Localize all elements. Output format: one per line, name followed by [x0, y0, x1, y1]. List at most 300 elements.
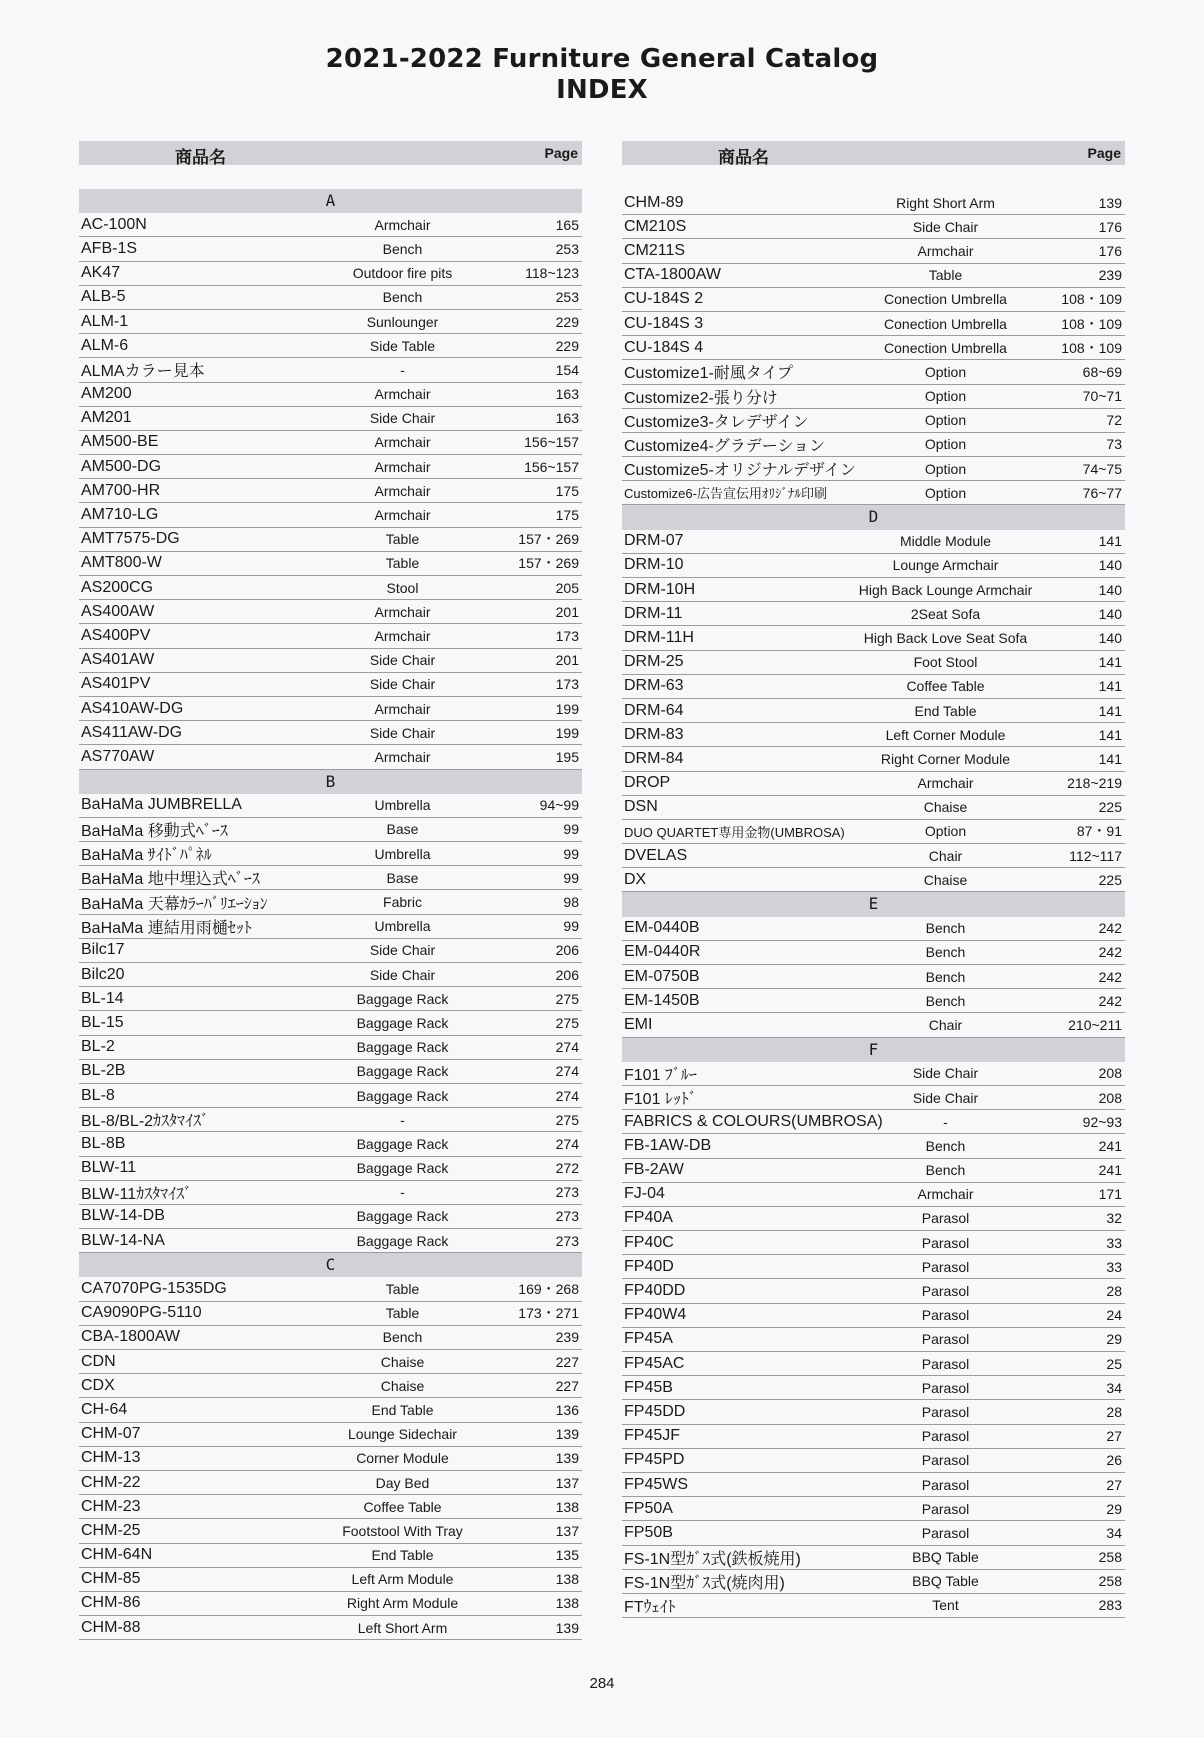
- index-row: [79, 987, 582, 1011]
- page-ref: 208: [1098, 1065, 1122, 1082]
- product-category: Bench: [382, 240, 423, 257]
- product-name: DRM-10H: [624, 580, 696, 598]
- page-ref: 139: [1098, 194, 1122, 211]
- product-name: Customize4-グラデーション: [624, 437, 826, 455]
- product-name: CHM-13: [81, 1449, 141, 1467]
- page-ref: 229: [555, 337, 579, 354]
- product-category: -: [400, 1184, 405, 1201]
- index-row: [622, 941, 1125, 965]
- index-row: [622, 1449, 1125, 1473]
- index-row: [79, 673, 582, 697]
- product-category: Baggage Rack: [356, 1087, 449, 1104]
- index-row: [79, 1350, 582, 1374]
- page-ref: 242: [1098, 920, 1122, 937]
- index-row: [622, 1546, 1125, 1570]
- page-ref: 283: [1098, 1597, 1122, 1614]
- product-name: FP40C: [624, 1233, 674, 1251]
- product-category: Parasol: [921, 1355, 970, 1372]
- index-row: [79, 455, 582, 479]
- product-name: BaHaMa 連結用雨樋ｾｯﾄ: [81, 919, 252, 937]
- index-row: [622, 747, 1125, 771]
- product-name: F101 ﾌﾞﾙｰ: [624, 1066, 697, 1084]
- page-ref: 157・269: [518, 531, 579, 548]
- index-row: [79, 915, 582, 939]
- product-name: AM201: [81, 409, 132, 427]
- page-ref: 108・109: [1061, 315, 1122, 332]
- product-category: Table: [385, 1281, 420, 1298]
- index-row: [79, 939, 582, 963]
- product-name: CM210S: [624, 217, 687, 235]
- section-header: B: [79, 770, 582, 794]
- product-name: AK47: [81, 264, 121, 282]
- page-ref: 242: [1098, 992, 1122, 1009]
- column-header-page: Page: [544, 145, 578, 161]
- index-row: [622, 1255, 1125, 1279]
- page-ref: 27: [1106, 1476, 1122, 1493]
- product-name: Customize2-張り分け: [624, 389, 778, 407]
- index-row: [622, 264, 1125, 288]
- product-name: EMI: [624, 1015, 653, 1033]
- product-name: AFB-1S: [81, 239, 138, 257]
- index-row: [622, 1134, 1125, 1158]
- product-name: Bilc17: [81, 941, 125, 959]
- product-name: FB-1AW-DB: [624, 1136, 712, 1154]
- product-category: Bench: [925, 944, 966, 961]
- product-category: Side Chair: [369, 942, 436, 959]
- product-name: BL-8B: [81, 1134, 126, 1152]
- page-ref: 210~211: [1068, 1016, 1122, 1033]
- index-row: [79, 794, 582, 818]
- index-row: [79, 1471, 582, 1495]
- product-name: CHM-22: [81, 1473, 141, 1491]
- index-row: [622, 626, 1125, 650]
- index-row: [79, 818, 582, 842]
- index-row: [79, 963, 582, 987]
- page-ref: 33: [1106, 1258, 1122, 1275]
- product-name: AS401AW: [81, 651, 155, 669]
- page-ref: 165: [555, 216, 579, 233]
- index-row: [622, 554, 1125, 578]
- product-category: Chair: [928, 847, 963, 864]
- product-category: Option: [924, 388, 967, 405]
- product-category: Armchair: [374, 216, 431, 233]
- index-row: [79, 1616, 582, 1640]
- product-category: Parasol: [921, 1379, 970, 1396]
- product-category: Side Chair: [369, 652, 436, 669]
- page-ref: 225: [1098, 799, 1122, 816]
- page-ref: 272: [555, 1160, 579, 1177]
- product-category: Option: [924, 823, 967, 840]
- product-name: BaHaMa JUMBRELLA: [81, 796, 242, 814]
- product-category: Chaise: [923, 799, 968, 816]
- product-name: Bilc20: [81, 965, 125, 983]
- page-ref: 137: [555, 1522, 579, 1539]
- page-ref: 275: [555, 1111, 579, 1128]
- index-row: [79, 1568, 582, 1592]
- product-name: CH-64: [81, 1400, 128, 1418]
- index-row: [622, 1594, 1125, 1618]
- index-row: [622, 481, 1125, 505]
- product-name: EM-0440R: [624, 943, 701, 961]
- page-ref: 141: [1098, 726, 1122, 743]
- product-name: DRM-63: [624, 677, 684, 695]
- index-row: [622, 651, 1125, 675]
- product-name: CA9090PG-5110: [81, 1304, 202, 1322]
- product-category: Option: [924, 460, 967, 477]
- product-name: CU-184S 4: [624, 338, 704, 356]
- page-ref: 163: [555, 386, 579, 403]
- index-row: [622, 336, 1125, 360]
- product-name: FP45DD: [624, 1402, 686, 1420]
- product-category: Side Chair: [369, 724, 436, 741]
- product-name: CHM-23: [81, 1497, 141, 1515]
- page-ref: 29: [1106, 1331, 1122, 1348]
- product-category: Baggage Rack: [356, 1063, 449, 1080]
- page-ref: 137: [555, 1474, 579, 1491]
- page-ref: 73: [1106, 436, 1122, 453]
- product-name: AS400AW: [81, 602, 155, 620]
- product-category: End Table: [371, 1401, 434, 1418]
- product-name: CU-184S 2: [624, 290, 704, 308]
- index-row: [622, 239, 1125, 263]
- page-ref: 274: [555, 1039, 579, 1056]
- product-name: DROP: [624, 774, 671, 792]
- product-category: Option: [924, 436, 967, 453]
- index-row: [622, 385, 1125, 409]
- title-line-1: 2021-2022 Furniture General Catalog: [325, 44, 879, 74]
- product-category: Bench: [382, 1329, 423, 1346]
- product-category: Middle Module: [899, 533, 992, 550]
- product-category: Left Short Arm: [357, 1619, 448, 1636]
- product-category: Footstool With Tray: [342, 1522, 463, 1539]
- product-category: End Table: [371, 1547, 434, 1564]
- page-ref: 24: [1106, 1307, 1122, 1324]
- page-ref: 34: [1106, 1524, 1122, 1541]
- product-name: FP40DD: [624, 1282, 686, 1300]
- index-row: [622, 288, 1125, 312]
- product-category: -: [400, 361, 405, 378]
- page-ref: 175: [555, 507, 579, 524]
- product-name: FP50B: [624, 1523, 673, 1541]
- index-row: [79, 1036, 582, 1060]
- page-ref: 173: [555, 627, 579, 644]
- product-name: BaHaMa 地中埋込式ﾍﾞｰｽ: [81, 871, 260, 889]
- product-name: DSN: [624, 798, 658, 816]
- product-name: AS400PV: [81, 626, 151, 644]
- page-ref: 205: [555, 579, 579, 596]
- product-category: Side Chair: [912, 1089, 979, 1106]
- column-header: [622, 141, 1125, 168]
- section-header: D: [622, 505, 1125, 529]
- product-category: Coffee Table: [363, 1498, 442, 1515]
- index-row: [79, 745, 582, 769]
- page-ref: 25: [1106, 1355, 1122, 1372]
- product-category: Side Chair: [369, 966, 436, 983]
- page-ref: 206: [555, 942, 579, 959]
- product-name: AS411AW-DG: [81, 723, 183, 741]
- index-row: [622, 989, 1125, 1013]
- product-name: BLW-11ｶｽﾀﾏｲｽﾞ: [81, 1185, 193, 1203]
- index-row: [622, 1304, 1125, 1328]
- product-name: DRM-64: [624, 701, 684, 719]
- column-header-name: 商品名: [175, 148, 226, 168]
- product-name: BLW-14-DB: [81, 1207, 165, 1225]
- product-category: Right Corner Module: [880, 750, 1011, 767]
- index-row: [79, 1229, 582, 1253]
- product-name: FS-1N型ｶﾞｽ式(焼肉用): [624, 1574, 785, 1592]
- page-ref: 139: [555, 1426, 579, 1443]
- index-row: [79, 1011, 582, 1035]
- page-ref: 227: [555, 1353, 579, 1370]
- page-ref: 99: [563, 918, 579, 935]
- product-category: Conection Umbrella: [884, 339, 1007, 356]
- page-ref: 242: [1098, 968, 1122, 985]
- product-category: Side Table: [369, 337, 436, 354]
- product-name: Customize1-耐風タイプ: [624, 365, 794, 383]
- product-name: CHM-86: [81, 1594, 141, 1612]
- column-header-page: Page: [1087, 145, 1121, 161]
- page-ref: 241: [1098, 1137, 1122, 1154]
- index-row: [79, 503, 582, 527]
- index-row: [622, 602, 1125, 626]
- index-row: [622, 457, 1125, 481]
- product-name: CHM-07: [81, 1425, 141, 1443]
- index-column-right: [622, 141, 1125, 1618]
- index-row: [622, 1086, 1125, 1110]
- page-ref: 32: [1106, 1210, 1122, 1227]
- page-ref: 206: [555, 966, 579, 983]
- product-category: Parasol: [921, 1500, 970, 1517]
- product-category: Parasol: [921, 1307, 970, 1324]
- product-category: Armchair: [374, 434, 431, 451]
- product-name: FABRICS & COLOURS(UMBROSA): [624, 1112, 883, 1130]
- index-row: [622, 1473, 1125, 1497]
- section-header: F: [622, 1038, 1125, 1062]
- product-category: Side Chair: [369, 676, 436, 693]
- index-row: [79, 552, 582, 576]
- page-ref: 218~219: [1067, 775, 1122, 792]
- index-row: [622, 1279, 1125, 1303]
- product-category: Outdoor fire pits: [352, 265, 453, 282]
- product-name: AM500-BE: [81, 433, 159, 451]
- index-row: [79, 1084, 582, 1108]
- index-row: [79, 1519, 582, 1543]
- index-row: [79, 407, 582, 431]
- column-header: [79, 141, 582, 168]
- page-ref: 156~157: [524, 458, 579, 475]
- product-name: FP45JF: [624, 1427, 681, 1445]
- product-name: CTA-1800AW: [624, 266, 721, 284]
- page-ref: 72: [1106, 412, 1122, 429]
- product-category: Armchair: [374, 700, 431, 717]
- page-ref: 108・109: [1061, 339, 1122, 356]
- product-category: Right Short Arm: [896, 194, 995, 211]
- product-category: Bench: [925, 968, 966, 985]
- index-row: [622, 1425, 1125, 1449]
- page-ref: 141: [1098, 750, 1122, 767]
- product-category: Parasol: [921, 1331, 970, 1348]
- product-category: Baggage Rack: [356, 1135, 449, 1152]
- product-name: AMT7575-DG: [81, 530, 180, 548]
- page-ref: 176: [1098, 218, 1122, 235]
- index-row: [79, 600, 582, 624]
- index-row: [622, 215, 1125, 239]
- product-name: BLW-11: [81, 1159, 137, 1177]
- product-category: Stool: [386, 579, 419, 596]
- page-ref: 27: [1106, 1428, 1122, 1445]
- product-category: BBQ Table: [912, 1549, 979, 1566]
- product-name: DVELAS: [624, 846, 688, 864]
- index-row: [622, 578, 1125, 602]
- product-category: Baggage Rack: [356, 1160, 449, 1177]
- index-row: [79, 358, 582, 382]
- index-row: [622, 1062, 1125, 1086]
- index-row: [622, 1231, 1125, 1255]
- product-category: Parasol: [921, 1428, 970, 1445]
- product-category: End Table: [914, 702, 977, 719]
- page-ref: 225: [1098, 871, 1122, 888]
- product-name: FP40A: [624, 1209, 673, 1227]
- index-row: [622, 1183, 1125, 1207]
- product-name: CU-184S 3: [624, 314, 704, 332]
- page-ref: 273: [555, 1184, 579, 1201]
- page-ref: 241: [1098, 1162, 1122, 1179]
- product-name: BaHaMa 移動式ﾍﾞｰｽ: [81, 822, 228, 840]
- index-row: [79, 1277, 582, 1301]
- index-row: [79, 383, 582, 407]
- page-ref: 138: [555, 1571, 579, 1588]
- index-row: [79, 624, 582, 648]
- index-row: [79, 1398, 582, 1422]
- product-name: FP45A: [624, 1330, 673, 1348]
- product-name: ALM-1: [81, 312, 129, 330]
- page-ref: 274: [555, 1087, 579, 1104]
- product-name: DRM-25: [624, 653, 684, 671]
- page-ref: 140: [1098, 581, 1122, 598]
- product-category: Coffee Table: [906, 678, 985, 695]
- catalog-title: [0, 44, 1204, 106]
- product-name: DRM-11H: [624, 628, 694, 646]
- product-category: High Back Love Seat Sofa: [863, 629, 1028, 646]
- page-ref: 99: [563, 845, 579, 862]
- page-ref: 258: [1098, 1549, 1122, 1566]
- product-category: Armchair: [374, 603, 431, 620]
- index-row: [622, 917, 1125, 941]
- index-row: [622, 1376, 1125, 1400]
- page-ref: 173・271: [518, 1305, 579, 1322]
- product-category: Right Arm Module: [346, 1595, 459, 1612]
- index-row: [79, 1302, 582, 1326]
- product-category: Fabric: [383, 894, 422, 911]
- product-category: Bench: [925, 1137, 966, 1154]
- page-ref: 92~93: [1082, 1113, 1122, 1130]
- index-row: [79, 1157, 582, 1181]
- product-name: FP45AC: [624, 1354, 685, 1372]
- product-name: FTｳｪｲﾄ: [624, 1598, 676, 1616]
- page-ref: 154: [555, 361, 579, 378]
- product-name: DRM-84: [624, 749, 684, 767]
- section-header: C: [79, 1253, 582, 1277]
- index-row: [622, 1352, 1125, 1376]
- index-row: [622, 1159, 1125, 1183]
- index-row: [79, 334, 582, 358]
- page-ref: 76~77: [1082, 484, 1122, 501]
- product-name: FP45B: [624, 1378, 673, 1396]
- product-name: ALMAカラー見本: [81, 363, 205, 381]
- index-row: [622, 1521, 1125, 1545]
- index-row: [79, 213, 582, 237]
- product-category: Parasol: [921, 1234, 970, 1251]
- product-name: BL-8: [81, 1086, 115, 1104]
- index-row: [79, 1592, 582, 1616]
- product-category: BBQ Table: [912, 1573, 979, 1590]
- product-category: Umbrella: [374, 845, 431, 862]
- product-name: EM-0440B: [624, 919, 700, 937]
- product-category: Armchair: [917, 1186, 974, 1203]
- product-category: Bench: [925, 1162, 966, 1179]
- product-name: FB-2AW: [624, 1161, 684, 1179]
- page-ref: 140: [1098, 629, 1122, 646]
- product-category: Armchair: [374, 507, 431, 524]
- section-header: A: [79, 189, 582, 213]
- page-ref: 99: [563, 821, 579, 838]
- page-ref: 195: [555, 748, 579, 765]
- product-name: Customize6-広告宣伝用ｵﾘｼﾞﾅﾙ印刷: [624, 486, 827, 502]
- product-category: Armchair: [917, 775, 974, 792]
- page-ref: 239: [1098, 267, 1122, 284]
- product-category: Chaise: [923, 871, 968, 888]
- product-name: FJ-04: [624, 1185, 665, 1203]
- product-name: BL-15: [81, 1013, 124, 1031]
- title-line-2: INDEX: [556, 75, 648, 105]
- index-row: [622, 1207, 1125, 1231]
- page-ref: 173: [555, 676, 579, 693]
- page-ref: 118~123: [525, 265, 579, 282]
- page-ref: 139: [555, 1619, 579, 1636]
- index-row: [622, 772, 1125, 796]
- index-column-left: [79, 141, 582, 1640]
- index-row: [622, 1570, 1125, 1594]
- page-ref: 28: [1106, 1403, 1122, 1420]
- product-category: Armchair: [917, 242, 974, 259]
- page-ref: 199: [555, 724, 579, 741]
- page-ref: 171: [1098, 1186, 1122, 1203]
- product-name: BaHaMa 天幕ｶﾗｰﾊﾞﾘｴｰｼｮﾝ: [81, 895, 268, 913]
- section-header: E: [622, 892, 1125, 916]
- index-row: [79, 1326, 582, 1350]
- page-ref: 227: [555, 1377, 579, 1394]
- page-ref: 33: [1106, 1234, 1122, 1251]
- index-row: [79, 528, 582, 552]
- page-ref: 169・268: [518, 1281, 579, 1298]
- product-name: ALM-6: [81, 336, 129, 354]
- page-ref: 163: [555, 410, 579, 427]
- index-row: [622, 1400, 1125, 1424]
- product-name: FP40D: [624, 1257, 674, 1275]
- page-number: 284: [589, 1675, 615, 1692]
- page-ref: 273: [555, 1232, 579, 1249]
- page-ref: 275: [555, 1014, 579, 1031]
- product-name: AM500-DG: [81, 457, 162, 475]
- index-row: [622, 360, 1125, 384]
- index-row: [79, 1423, 582, 1447]
- page-ref: 112~117: [1069, 847, 1122, 864]
- product-category: Umbrella: [374, 797, 431, 814]
- product-category: Parasol: [921, 1476, 970, 1493]
- page-ref: 138: [555, 1595, 579, 1612]
- index-row: [622, 1328, 1125, 1352]
- index-row: [79, 697, 582, 721]
